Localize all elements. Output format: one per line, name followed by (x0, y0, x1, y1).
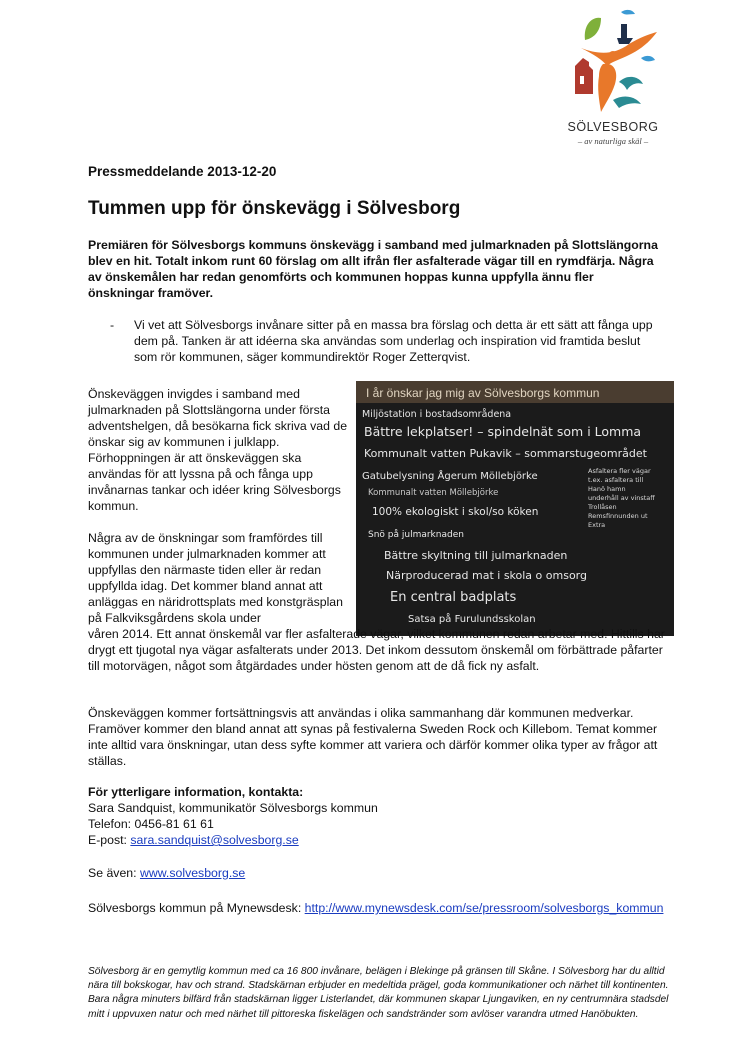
photo-line: Snö på julmarknaden (368, 530, 464, 540)
page-title: Tummen upp för önskevägg i Sölvesborg (88, 198, 461, 219)
photo-line: Kommunalt vatten Möllebjörke (368, 488, 499, 498)
see-also-label: Se även: (88, 866, 140, 880)
logo-emblem-icon (553, 4, 673, 120)
photo-line: En central badplats (390, 590, 517, 605)
logo-tagline: – av naturliga skäl – (577, 136, 649, 146)
photo-line: Gatubelysning Ågerum Möllebjörke (362, 471, 538, 482)
photo-line: Bättre lekplatser! – spindelnät som i Lomma (364, 424, 642, 439)
email-link[interactable]: sara.sandquist@solvesborg.se (130, 833, 299, 847)
footer-about: Sölvesborg är en gemytlig kommun med ca 16 800 invånare, belägen i Blekinge på gränsen till Skåne. I Sölvesborg har du alltid nära till bokskogar, hav och strand. Stadskärnan erbjuder en medeltida prägel, goda kommunikationer och närhet till kontinenten. Bara några minuters bilfärd från stadskärnan ligger Listerlandet, där kommunen skapar Ljungaviken, en ny centrumnära stadsdel mitt i uppvuxen natur och med närhet till pittoreska fiskelägen och sandstränder som avlöser varandra utmed Hanöbukten. (88, 966, 669, 1020)
photo-line: Närproducerad mat i skola o omsorg (386, 569, 587, 582)
photo-side-note: underhåll av vinstaff (588, 494, 655, 502)
see-also-row (88, 866, 245, 880)
body-paragraph-3: Önskeväggen kommer fortsättningsvis att användas i olika sammanhang där kommunen medverkar. Framöver kommer den bland annat att synas på festivalerna Sweden Rock och Killebom. Temat kommer inte alltid vara önskningar, utan dess syfte kommer att variera och därför kommer olika typer av frågor att ställas. (88, 706, 658, 768)
body-paragraph-2-end: våren 2014. Ett annat önskemål var fler asfalterade vägar, vilket kommunen redan arbetar med. Hittills har drygt ett tjugotal nya vägar asfalterats under 2013. Det inkom dessutom önskemål om förbättrade påfarter till motorvägen, något som åtgärdades under hösten genom att de då fick ny asfalt. (88, 627, 665, 673)
logo-wordmark: SÖLVESBORG (567, 120, 659, 134)
body-paragraph-1: Önskeväggen invigdes i samband med julmarknaden på Slottslängorna under första adventshelgen, då besökarna fick skriva vad de önskar sig av kommunen i julklapp. Förhoppningen är att önskeväggen ska användas för att lyssna på och fånga upp invånarnas tankar och idéer kring Sölvesborgs kommun. (88, 387, 348, 513)
contact-phone: Telefon: 0456-81 61 61 (88, 817, 214, 831)
photo-side-note: Extra (588, 521, 606, 529)
photo-side-note: Trollåsen (588, 503, 617, 511)
photo-line: 100% ekologiskt i skol/so köken (372, 506, 539, 518)
photo-side-note: Asfaltera fler vägar (588, 467, 651, 475)
press-release-date: Pressmeddelande 2013-12-20 (88, 164, 277, 179)
logo-bird-icon (621, 10, 635, 15)
logo-wave-icon (619, 77, 643, 90)
photo-line: Bättre skyltning till julmarknaden (384, 549, 568, 562)
website-link[interactable]: www.solvesborg.se (139, 866, 246, 880)
list-dash: - (110, 318, 115, 332)
photo-side-note: Remsfinnunden ut (588, 512, 648, 520)
wish-wall-photo (356, 381, 674, 636)
photo-line: Satsa på Furulundsskolan (408, 614, 536, 625)
lead-paragraph: Premiären för Sölvesborgs kommuns önskevägg i samband med julmarknaden på Slottslängorna blev en hit. Totalt inkom runt 60 förslag om allt ifrån fler asfalterade vägar till en rymdfärja. Några av önskemålen har redan genomförts och kommunen hoppas kunna uppfylla ännu fler önskningar framöver. (88, 238, 658, 300)
quote-block (88, 317, 663, 365)
body-paragraph-2-start: Några av de önskningar som framfördes till kommunen under julmarknaden kommer att uppfyllas den närmaste tiden eller är redan uppfyllda idag. Det kommer bland annat att anläggas en näridrottsplats med konstgräsplan på Falkviksgårdens skola under (88, 531, 343, 625)
mynewsdesk-row (88, 901, 663, 915)
contact-block (88, 784, 668, 848)
photo-line: Kommunalt vatten Pukavik – sommarstugeområdet (364, 447, 647, 460)
solvesborg-logo (553, 4, 673, 152)
photo-side-note: Hanö hamn (588, 485, 626, 493)
contact-email-row (88, 832, 668, 848)
photo-side-note: t.ex. asfaltera till (588, 476, 644, 484)
mynewsdesk-label: Sölvesborgs kommun på Mynewsdesk: (88, 901, 305, 915)
photo-banner: I år önskar jag mig av Sölvesborgs kommun (366, 386, 600, 400)
photo-line: Miljöstation i bostadsområdena (362, 409, 512, 420)
email-label: E-post: (88, 833, 131, 847)
contact-name: Sara Sandquist, kommunikatör Sölvesborgs kommun (88, 801, 378, 815)
contact-heading: För ytterligare information, kontakta: (88, 785, 304, 799)
quote-text: Vi vet att Sölvesborgs invånare sitter på en massa bra förslag och detta är ett sätt att fånga upp dem på. Tanken är att idéerna ska användas som underlag och inspiration vid framtida beslut som rör kommunen, säger kommundirektör Roger Zetterqvist. (134, 318, 653, 364)
logo-leaf-icon (585, 18, 601, 40)
mynewsdesk-link[interactable]: http://www.mynewsdesk.com/se/pressroom/solvesborgs_kommun (304, 901, 664, 915)
body-column (88, 386, 348, 626)
